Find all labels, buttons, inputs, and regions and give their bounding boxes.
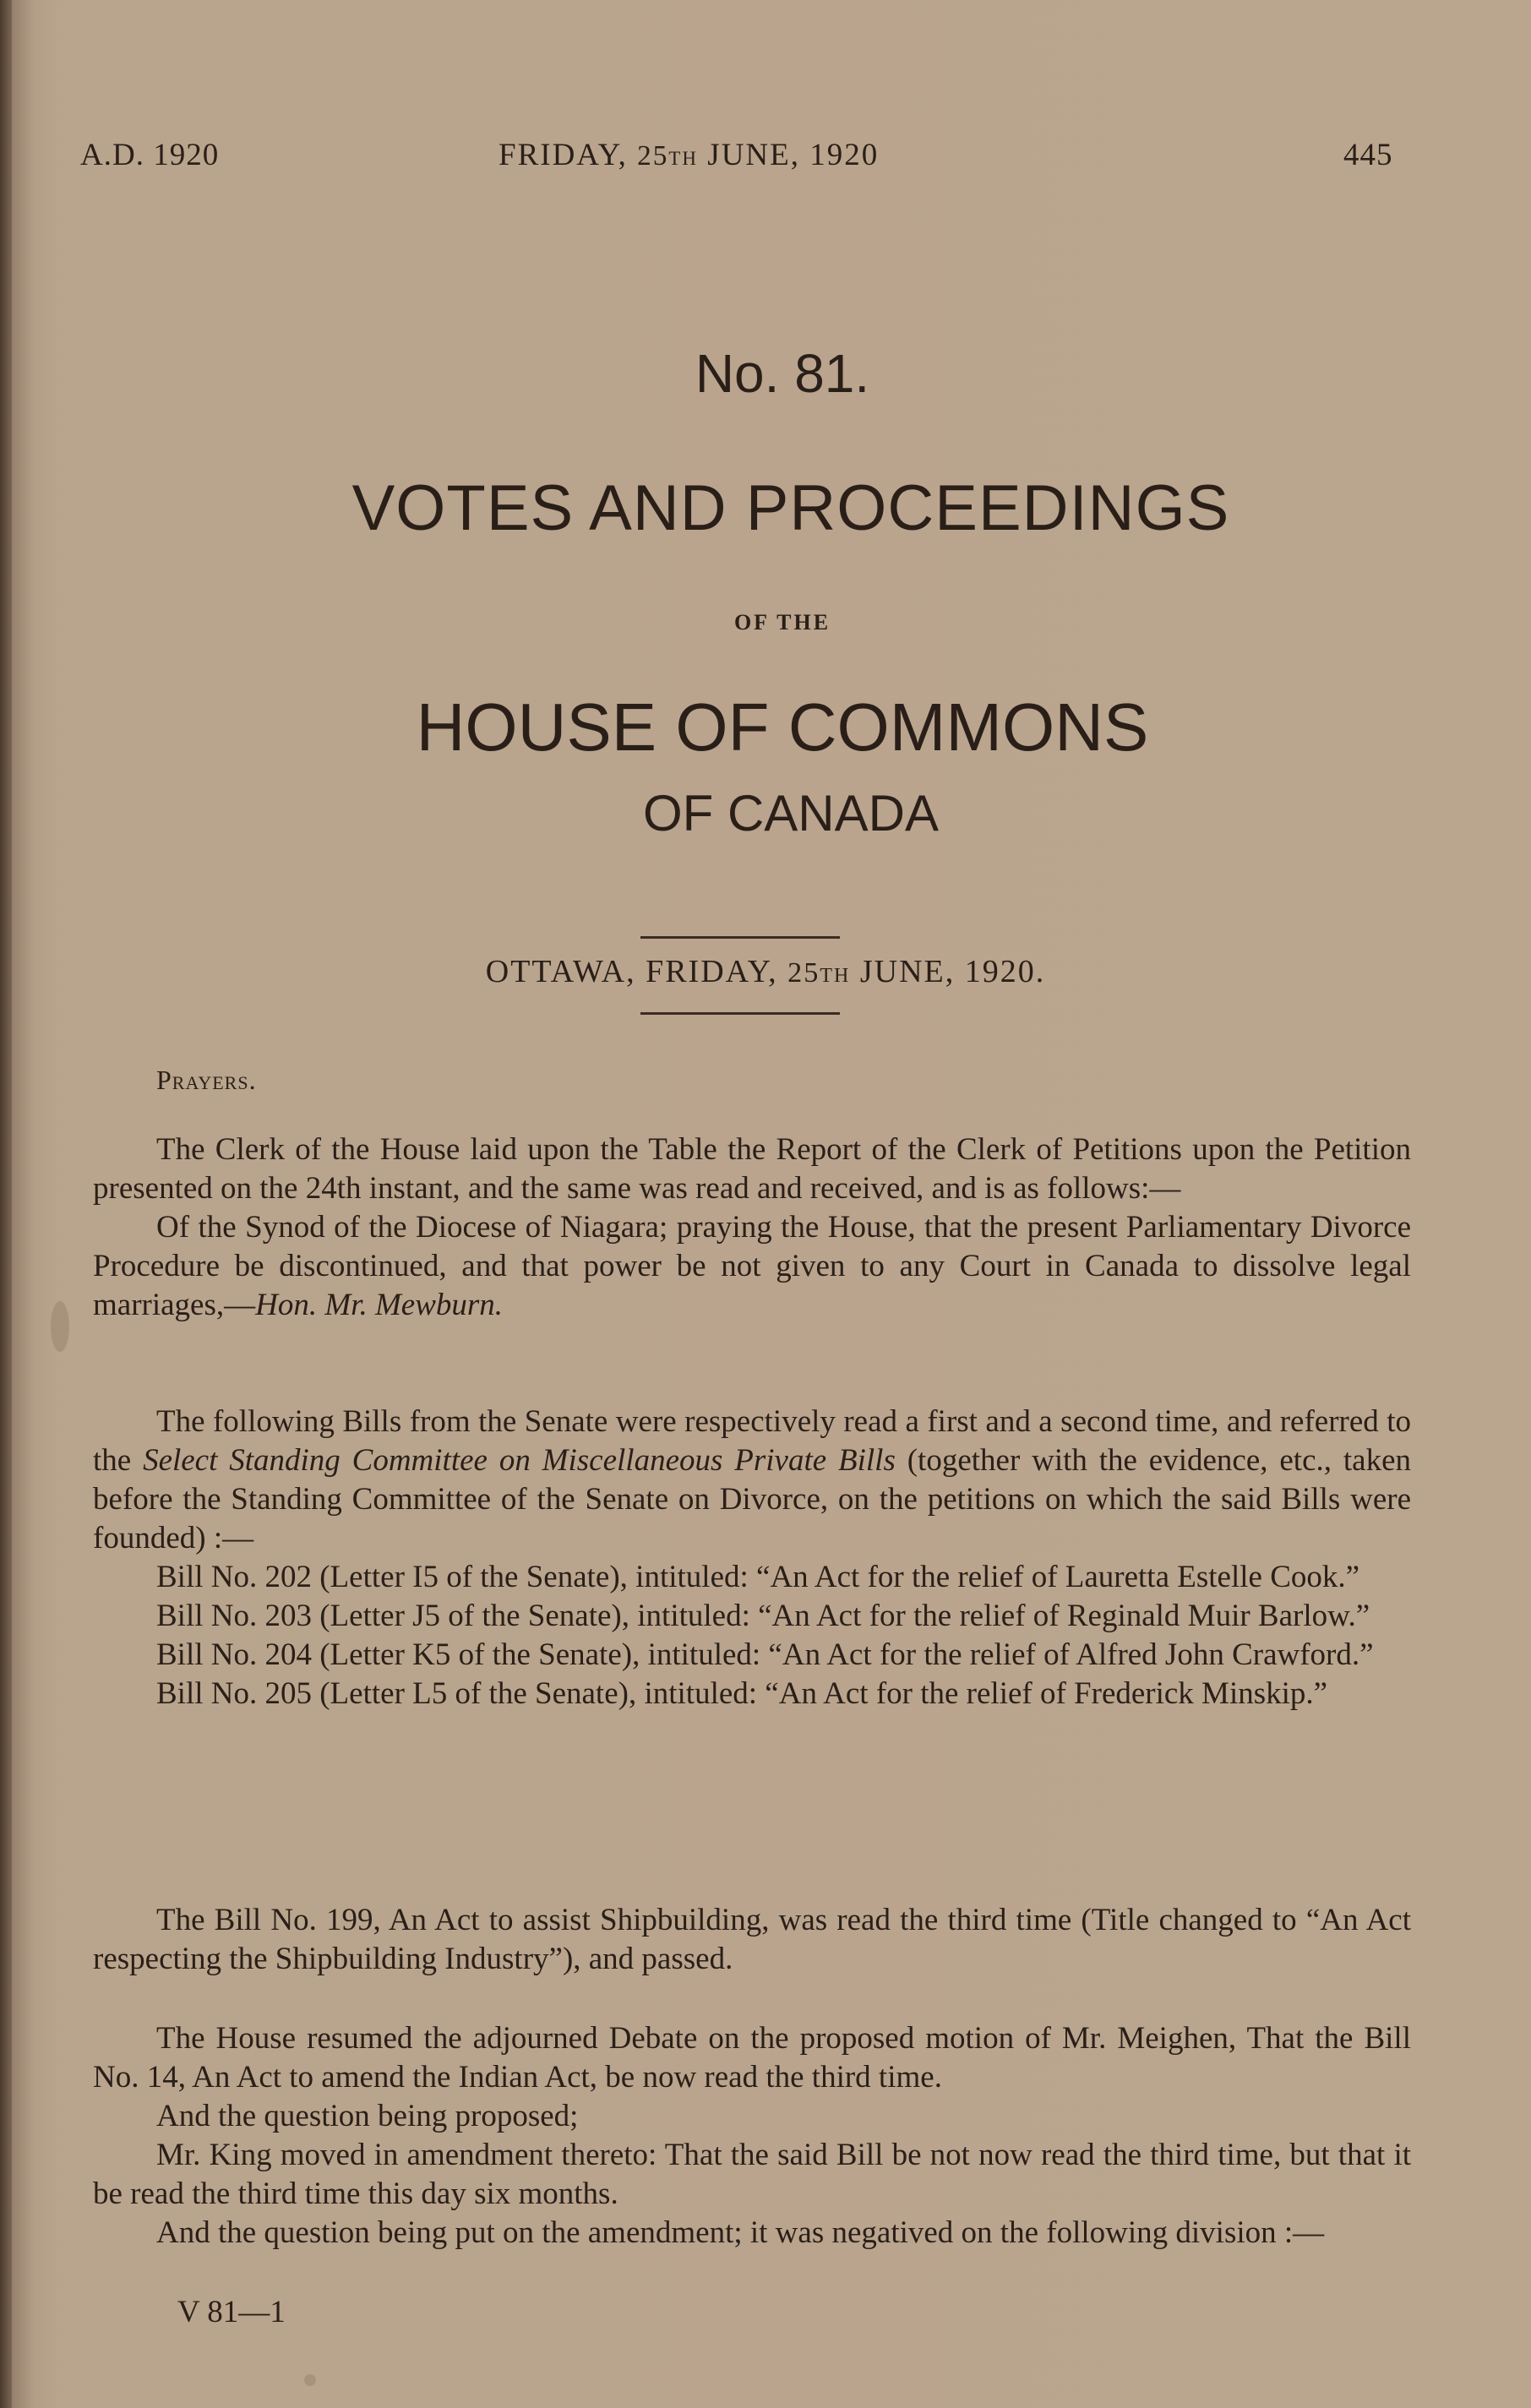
prayers-heading: Prayers.: [156, 1065, 257, 1095]
running-head-date: [499, 137, 879, 173]
petition-text: Of the Synod of the Diocese of Niagara; praying the House, that the present Parliamentary Divorce Procedure be discontinued, and that power be not given to any Court in Canada to dissolve legal marriages,—: [93, 1210, 1411, 1322]
ink-spot: [304, 2374, 316, 2386]
paragraph: And the question being proposed;: [156, 2099, 579, 2133]
divider-bottom: [640, 1012, 840, 1015]
bills-intro-b: (together with the evidence, etc., taken before the Standing Committee of the Senate on Divorce, on the petitions on which the said Bills were founded) :—: [93, 1443, 1411, 1555]
petition-report-section: [93, 1130, 1411, 1325]
bill-entry: Bill No. 202 (Letter I5 of the Senate), intituled: “An Act for the relief of Lauretta Estelle Cook.”: [156, 1560, 1360, 1594]
house-title: HOUSE OF COMMONS: [416, 689, 1149, 765]
paragraph: The Clerk of the House laid upon the Table the Report of the Clerk of Petitions upon the Petition presented on the 24th instant, and the same was read and received, and is as follows:—: [93, 1132, 1411, 1206]
dateline-pre: OTTAWA, FRIDAY,: [485, 954, 788, 989]
indian-act-debate-section: [93, 2019, 1411, 2253]
paragraph: Mr. King moved in amendment thereto: That the said Bill be not now read the third time, but that it be read the third time this day six months.: [93, 2138, 1411, 2211]
bill-entry: Bill No. 205 (Letter L5 of the Senate), intituled: “An Act for the relief of Frederick Minskip.”: [156, 1676, 1328, 1711]
running-head-year: A.D. 1920: [80, 138, 220, 172]
running-head: [0, 137, 1531, 179]
paragraph: The Bill No. 199, An Act to assist Shipbuilding, was read the third time (Title changed to “An Act respecting the Shipbuilding Industry”), and passed.: [93, 1903, 1411, 1976]
bill-entry: Bill No. 204 (Letter K5 of the Senate), intituled: “An Act for the relief of Alfred John Crawford.”: [156, 1637, 1374, 1672]
paragraph: [93, 1208, 1411, 1325]
bill-entry: Bill No. 203 (Letter J5 of the Senate), intituled: “An Act for the relief of Reginald Muir Barlow.”: [156, 1599, 1370, 1633]
page-stain: [51, 1301, 69, 1352]
paragraph: The House resumed the adjourned Debate on the proposed motion of Mr. Meighen, That the Bill No. 14, An Act to amend the Indian Act, be now read the third time.: [93, 2021, 1411, 2095]
title-connector: OF THE: [733, 610, 831, 635]
issue-number: No. 81.: [695, 343, 870, 404]
dateline: [0, 953, 1531, 990]
signature-mark: V 81—1: [177, 2295, 286, 2329]
binding-edge: [0, 0, 12, 2408]
paragraph: [93, 1403, 1411, 1558]
committee-name: Select Standing Committee on Miscellaneous Private Bills: [143, 1443, 896, 1478]
divider-top: [640, 936, 840, 939]
shipbuilding-bill-section: [93, 1901, 1411, 1979]
senate-bills-section: [93, 1403, 1411, 1713]
country-title: OF CANADA: [642, 785, 940, 842]
page-number: 445: [1343, 138, 1393, 172]
bills-intro-a: The following Bills from the Senate were respectively read a first and a second time, and referred to the: [93, 1404, 1411, 1478]
running-head-date-post: JUNE, 1920: [698, 138, 880, 172]
running-head-date-day: 25th: [637, 140, 699, 172]
paragraph: And the question being put on the amendment; it was negatived on the following division :—: [156, 2215, 1325, 2250]
dateline-day: 25th: [787, 957, 851, 989]
running-head-date-pre: FRIDAY,: [499, 138, 638, 172]
petition-sponsor: Hon. Mr. Mewburn.: [255, 1288, 504, 1322]
dateline-post: JUNE, 1920.: [850, 954, 1046, 989]
document-title: VOTES AND PROCEEDINGS: [351, 472, 1230, 544]
